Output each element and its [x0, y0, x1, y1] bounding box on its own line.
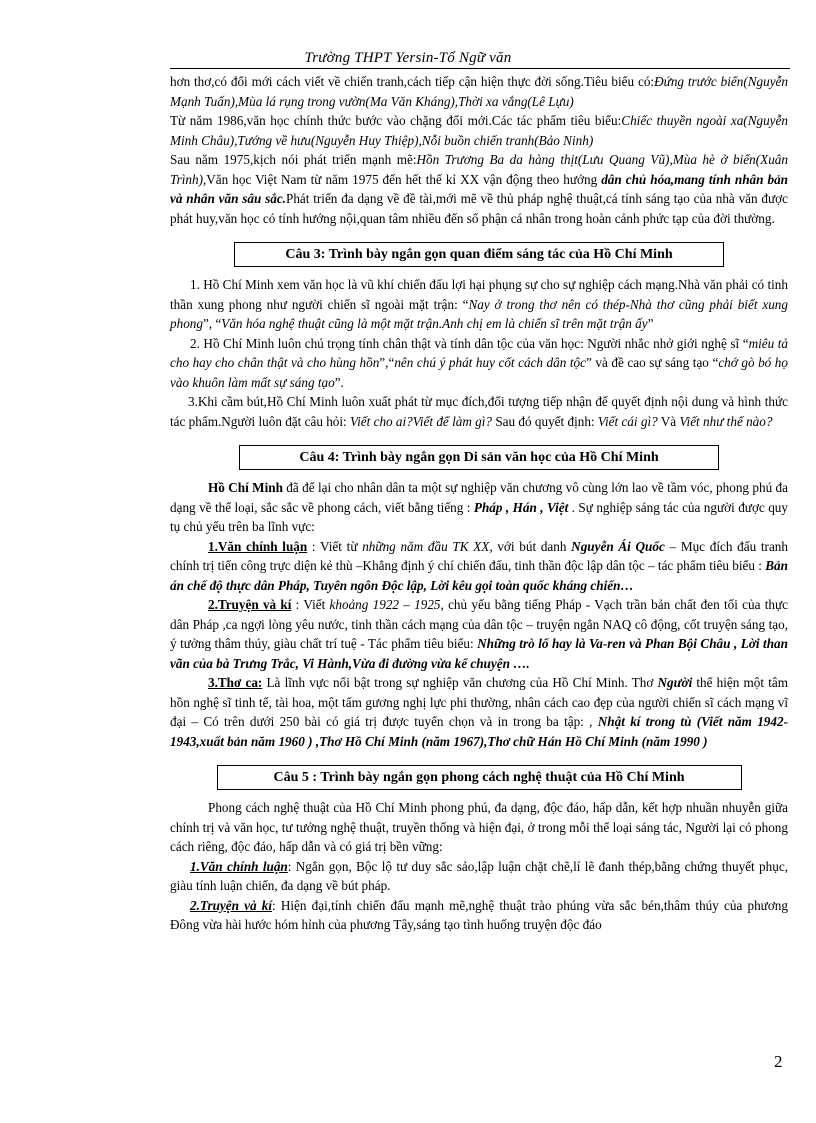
text-run: – Mục đích đấu tranh chính trị tiến công trực diện kẻ thù –Khẳng định ý chí chiến đấu, tinh thần độc lập dân tộc – tác phẩm tiêu biểu :: [170, 538, 788, 573]
q5-paragraph-1: [170, 798, 788, 857]
text-run: ”, “: [202, 316, 222, 331]
intro-paragraph-3: [170, 150, 788, 228]
text-run: miêu tả cho hay cho chân thật và cho hùng hồn: [170, 335, 788, 370]
text-run: Hồ Chí Minh: [208, 480, 283, 495]
text-run: , chủ yếu bằng tiếng Pháp - Vạch trần bản chất đen tối của thực dân Pháp ,ca ngợi lòng yêu nước, tinh thần cách mạng của dân tộc – truyện ngắn NAQ cô động, cốt truyện sáng tạo, ý tưởng thâm thúy, giàu chất trí tuệ - Tác phẩm tiêu biểu:: [170, 597, 788, 651]
text-run: : Viết từ: [307, 538, 363, 554]
intro-paragraph-1: [170, 72, 788, 111]
text-run: Phong cách nghệ thuật của Hồ Chí Minh phong phú, đa dạng, độc đáo, hấp dẫn, kết hợp nhuần nhuyễn giữa chính trị và văn học, tư tưởng nghệ thuật, truyền thống và hiện đại, ở trong mỗi thể loại sáng tác, Người lại có phong cách riêng, độc đáo, hấp dẫn và có giá trị bền vững:: [170, 800, 788, 854]
text-run: 2. Hồ Chí Minh luôn chú trọng tính chân thật và tính dân tộc của văn học: Người nhắc nhở giới nghệ sĩ “: [190, 335, 749, 351]
text-run: những năm đầu TK XX: [362, 538, 490, 554]
page-header: Trường THPT Yersin-Tổ Ngữ văn: [304, 50, 512, 66]
page-number: 2: [774, 1052, 783, 1071]
text-run: khoảng 1922 – 1925: [329, 597, 441, 612]
q4-paragraph-2: [170, 537, 788, 596]
q5-paragraph-3: [170, 896, 788, 935]
text-run: Người: [657, 675, 693, 690]
q4-paragraph-1: [170, 478, 788, 537]
text-run: ”,“: [379, 355, 395, 370]
text-run: Văn học Việt Nam từ năm 1975 đến hết thế kỉ XX vận động theo hướng: [206, 171, 602, 187]
text-run: Và: [657, 413, 680, 429]
text-run: Phát triển đa dạng về đề tài,mới mẽ về thủ pháp nghệ thuật,cá tính sáng tạo của nhà văn được phát huy,văn học có tính hướng nội,quan tâm nhiều đến số phận cá nhân trong hoàn cảnh phức tạp của đời thường.: [170, 191, 789, 226]
text-run: thể hiện một tâm hồn nghệ sĩ tinh tế, tài hoa, một tấm gương nghị lực phi thường, nhân cách cao đẹp của người chiến sĩ cách mạng vĩ đại – Có trên dưới 250 bài có giá trị được tuyển chọn và in trong ba tập: ,: [170, 675, 788, 729]
text-run: Bản án chế độ thực dân Pháp, Tuyên ngôn Độc lập, Lời kêu gọi toàn quốc kháng chiến…: [170, 558, 788, 593]
text-run: Những trò lố hay là Va-ren và Phan Bội Châu , Lời than vãn của bà Trưng Trắc, Vi Hành,Vừa đi đường vừa kể chuyện ….: [170, 636, 788, 671]
question-4-heading: Câu 4: Trình bày ngắn gọn Di sản văn học của Hồ Chí Minh: [239, 445, 719, 470]
text-run: ”: [647, 316, 654, 331]
text-run: Viết cho ai?Viết để làm gì?: [350, 413, 493, 429]
text-run: 2.Truyện và kí: [208, 597, 292, 612]
text-run: . Sự nghiệp sáng tác của người được quy tụ chủ yếu trên ba lĩnh vực:: [170, 499, 788, 534]
text-run: : Ngắn gọn, Bộc lộ tư duy sắc sảo,lập luận chặt chẽ,lí lẽ đanh thép,bằng chứng thuyết phục, giàu tính luận chiến, đa dạng về bút pháp.: [170, 858, 788, 893]
text-run: 3.Thơ ca:: [208, 675, 263, 690]
header-divider: [170, 68, 790, 69]
text-run: 1.Văn chính luận: [208, 538, 308, 554]
text-run: Pháp , Hán , Việt: [473, 499, 569, 515]
q5-paragraph-2: [170, 857, 788, 896]
text-run: Sau năm 1975,kịch nói phát triển mạnh mẽ:: [170, 152, 417, 167]
text-run: nên chú ý phát huy cốt cách dân tộc: [394, 355, 587, 370]
text-run: Viết như thế nào?: [679, 413, 773, 429]
text-run: Văn hóa nghệ thuật cũng là một mặt trận.Anh chị em là chiến sĩ trên mặt trận ấy: [221, 316, 648, 331]
text-run: Đứng trước biển(Nguyễn Mạnh Tuấn),Mùa lá rụng trong vườn(Ma Văn Kháng),Thời xa vắng(Lê Lựu): [170, 74, 788, 109]
text-run: , với bút danh: [489, 538, 572, 554]
q4-paragraph-3: [170, 595, 788, 673]
text-run: Nay ở trong thơ nên có thép-Nhà thơ cũng phải biết xung phong: [170, 296, 788, 331]
text-run: Viết cái gì?: [597, 413, 658, 429]
text-run: 3.Khi cầm bút,Hồ Chí Minh luôn xuất phát từ mục đích,đối tượng tiếp nhận để quyết định nội dung và hình thức tác phẩm.Người luôn đặt câu hỏi:: [170, 394, 788, 429]
text-run: : Hiện đại,tính chiến đấu mạnh mẽ,nghệ thuật trào phúng vừa sắc bén,thâm thúy của phương Đông vừa hài hước hóm hỉnh của phương Tây,sáng tạo tình huống truyện độc đáo: [170, 897, 788, 932]
text-run: ”.: [334, 374, 344, 390]
text-run: Chiếc thuyền ngoài xa(Nguyễn Minh Châu),Tướng về hưu(Nguyễn Huy Thiệp),Nỗi buồn chiến tranh(Bảo Ninh): [170, 113, 788, 148]
q3-paragraph-1: [170, 275, 788, 334]
text-run: 1. Hồ Chí Minh xem văn học là vũ khí chiến đấu lợi hại phụng sự cho sự nghiệp cách mạng.Nhà văn phải có tinh thần xung phong như người chiến sĩ ngoài mặt trận: “: [170, 277, 788, 312]
text-run: chớ gò bó họ vào khuôn làm mất sự sáng tạo: [170, 355, 788, 390]
q4-paragraph-4: [170, 673, 788, 751]
text-run: 1.Văn chính luận: [190, 858, 288, 874]
text-run: dân chủ hóa,mang tính nhân bản và nhân văn sâu sắc.: [170, 171, 788, 206]
q3-paragraph-3: [170, 392, 788, 431]
q3-paragraph-2: [170, 334, 788, 393]
text-run: 2.Truyện và kí: [190, 897, 273, 913]
text-run: hơn thơ,có đổi mới cách viết về chiến tranh,cách tiếp cận hiện thực đời sống.Tiêu biểu có:: [170, 74, 655, 89]
text-run: Là lĩnh vực nổi bật trong sự nghiệp văn chương của Hồ Chí Minh. Thơ: [262, 675, 658, 690]
question-3-heading: Câu 3: Trình bày ngắn gọn quan điểm sáng tác của Hồ Chí Minh: [234, 242, 724, 267]
question-5-heading: Câu 5 : Trình bày ngắn gọn phong cách nghệ thuật của Hồ Chí Minh: [217, 765, 742, 790]
text-run: Hồn Trương Ba da hàng thịt(Lưu Quang Vũ),Mùa hè ở biển(Xuân Trình),: [170, 152, 788, 187]
page-content: [170, 72, 788, 935]
intro-paragraph-2: [170, 111, 788, 150]
text-run: đã để lại cho nhân dân ta một sự nghiệp văn chương vô cùng lớn lao về tầm vóc, phong phú đa dạng về thể loại, sắc sắc về phong cách, viết bằng tiếng :: [170, 480, 788, 515]
text-run: Từ năm 1986,văn học chính thức bước vào chặng đổi mới.Các tác phẩm tiêu biểu:: [170, 113, 622, 128]
text-run: Nguyễn Ái Quốc: [571, 538, 665, 554]
text-run: Sau đó quyết định:: [492, 413, 598, 429]
text-run: ” và đề cao sự sáng tạo “: [586, 355, 719, 370]
text-run: Nhật kí trong tù (Viết năm 1942-1943,xuất bản năm 1960 ) ,Thơ Hồ Chí Minh (năm 1967),Thơ chữ Hán Hồ Chí Minh (năm 1990 ): [170, 714, 788, 749]
text-run: : Viết: [291, 597, 330, 612]
